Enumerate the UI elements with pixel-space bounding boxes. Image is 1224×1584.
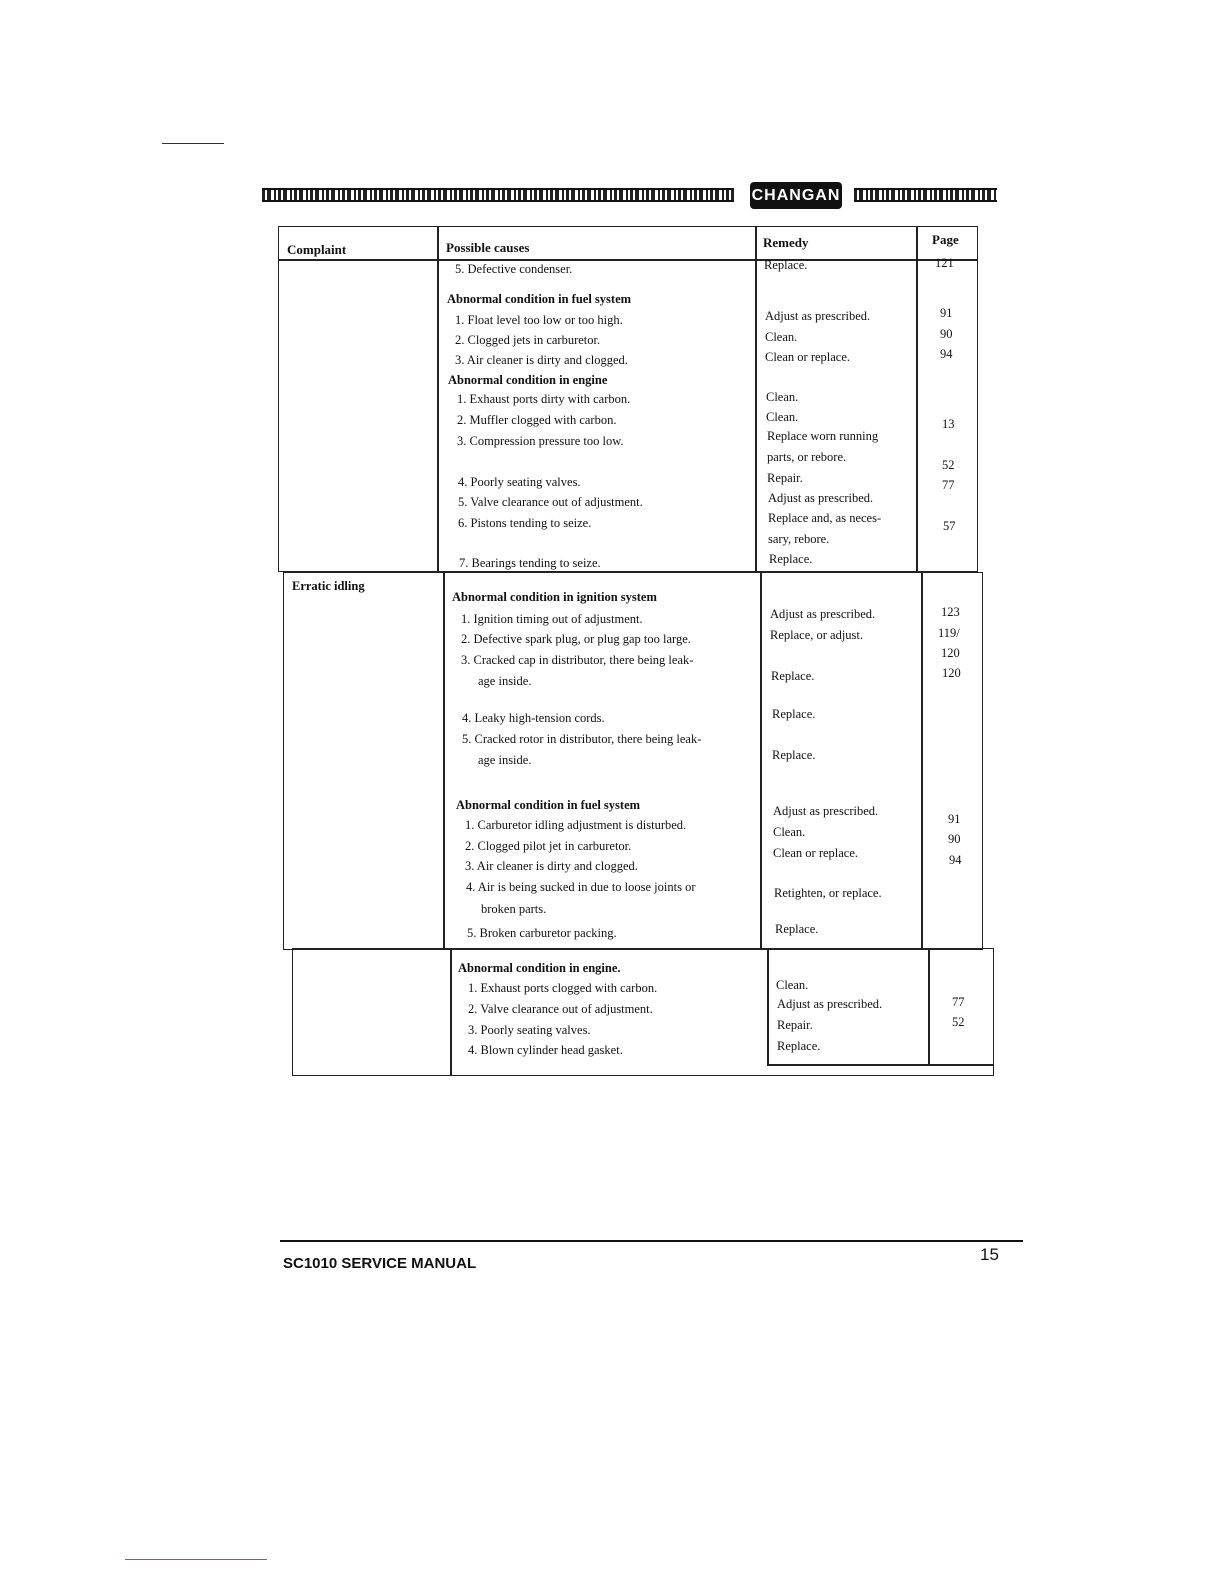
page-ref: 13 <box>942 417 955 431</box>
cause-text: 4. Blown cylinder head gasket. <box>468 1043 623 1057</box>
remedy-text: Replace. <box>772 707 816 721</box>
cause-text: 5. Defective condenser. <box>455 262 573 276</box>
page-ref: 94 <box>949 853 962 867</box>
page-ref: 94 <box>940 347 953 361</box>
group-heading: Abnormal condition in engine. <box>458 961 621 975</box>
cause-text: 1. Ignition timing out of adjustment. <box>461 612 643 626</box>
page-ref: 91 <box>940 306 953 320</box>
remedy-text: Replace and, as neces- <box>768 511 882 525</box>
remedy-text: Replace worn running <box>767 429 879 443</box>
header-remedy: Remedy <box>763 235 809 250</box>
page-ref: 77 <box>942 478 955 492</box>
page-ref: 119/ <box>938 626 960 640</box>
footer-page-number: 15 <box>980 1245 999 1264</box>
group-heading: Abnormal condition in engine <box>448 373 608 387</box>
remedy-text: Replace. <box>775 922 819 936</box>
page-ref: 90 <box>940 327 953 341</box>
header-page: Page <box>932 232 959 247</box>
remedy-text: Repair. <box>777 1018 813 1032</box>
remedy-text: Replace. <box>772 748 816 762</box>
page-ref: 91 <box>948 812 961 826</box>
page-ref: 52 <box>952 1015 965 1029</box>
brand-banner <box>262 178 997 212</box>
remedy-text: parts, or rebore. <box>767 450 847 464</box>
cause-text: age inside. <box>478 674 532 688</box>
remedy-text: Adjust as prescribed. <box>765 309 871 323</box>
header-possible-causes: Possible causes <box>446 240 530 255</box>
remedy-text: Clean or replace. <box>773 846 859 860</box>
remedy-text: Adjust as prescribed. <box>770 607 876 621</box>
page-ref: 123 <box>941 605 960 619</box>
cause-text: 2. Muffler clogged with carbon. <box>457 413 617 427</box>
group-heading: Abnormal condition in fuel system <box>447 292 632 306</box>
remedy-text: Retighten, or replace. <box>774 886 882 900</box>
cause-text: 4. Air is being sucked in due to loose joints or <box>466 880 696 894</box>
cause-text: 7. Bearings tending to seize. <box>459 556 601 570</box>
remedy-text: sary, rebore. <box>768 532 830 546</box>
cause-text: 1. Float level too low or too high. <box>455 313 623 327</box>
remedy-text: Replace. <box>769 552 813 566</box>
cause-text: 3. Compression pressure too low. <box>457 434 624 448</box>
cause-text: 2. Defective spark plug, or plug gap too large. <box>461 632 691 646</box>
cause-text: 1. Exhaust ports clogged with carbon. <box>468 981 658 995</box>
cause-text: 4. Leaky high-tension cords. <box>462 711 605 725</box>
page-ref: 57 <box>943 519 956 533</box>
bottom-link-underline <box>125 1559 267 1560</box>
changan-logo: CHANGAN <box>750 182 842 209</box>
cause-text: 5. Valve clearance out of adjustment. <box>458 495 643 509</box>
footer-manual-title: SC1010 SERVICE MANUAL <box>283 1255 477 1272</box>
page-ref: 77 <box>952 995 965 1009</box>
cause-text: broken parts. <box>481 902 547 916</box>
cause-text: 5. Cracked rotor in distributor, there being leak- <box>462 732 702 746</box>
remedy-text: Clean. <box>766 390 799 404</box>
cause-text: 1. Carburetor idling adjustment is disturbed. <box>465 818 687 832</box>
cause-text: age inside. <box>478 753 532 767</box>
page-ref: 121 <box>935 256 954 270</box>
remedy-text: Clean. <box>766 410 799 424</box>
remedy-text: Clean. <box>776 978 809 992</box>
banner-pattern-right <box>854 188 997 202</box>
header-dash <box>162 143 224 144</box>
remedy-text: Clean. <box>765 330 798 344</box>
cause-text: 2. Valve clearance out of adjustment. <box>468 1002 653 1016</box>
header-complaint: Complaint <box>287 242 347 257</box>
cause-text: 3. Air cleaner is dirty and clogged. <box>465 859 638 873</box>
remedy-text: Adjust as prescribed. <box>773 804 879 818</box>
page-ref: 52 <box>942 458 955 472</box>
cause-text: 5. Broken carburetor packing. <box>467 926 617 940</box>
remedy-text: Replace. <box>771 669 815 683</box>
remedy-text: Replace. <box>764 258 808 272</box>
cause-text: 4. Poorly seating valves. <box>458 475 581 489</box>
footer-rule <box>280 1240 1023 1242</box>
cause-text: 6. Pistons tending to seize. <box>458 516 592 530</box>
cause-text: 3. Air cleaner is dirty and clogged. <box>455 353 628 367</box>
page-ref: 90 <box>948 832 961 846</box>
complaint-erratic-idling: Erratic idling <box>292 579 365 593</box>
remedy-text: Adjust as prescribed. <box>768 491 874 505</box>
group-heading: Abnormal condition in ignition system <box>452 590 657 604</box>
remedy-text: Adjust as prescribed. <box>777 997 883 1011</box>
cause-text: 3. Poorly seating valves. <box>468 1023 591 1037</box>
group-heading: Abnormal condition in fuel system <box>456 798 641 812</box>
cause-text: 1. Exhaust ports dirty with carbon. <box>457 392 631 406</box>
cause-text: 3. Cracked cap in distributor, there being leak- <box>461 653 694 667</box>
cause-text: 2. Clogged pilot jet in carburetor. <box>465 839 632 853</box>
page-ref: 120 <box>942 666 961 680</box>
page-ref: 120 <box>941 646 960 660</box>
banner-pattern-left <box>262 188 734 202</box>
remedy-text: Replace, or adjust. <box>770 628 864 642</box>
cause-text: 2. Clogged jets in carburetor. <box>455 333 601 347</box>
remedy-text: Repair. <box>767 471 803 485</box>
remedy-text: Replace. <box>777 1039 821 1053</box>
header-divider <box>278 259 978 261</box>
remedy-text: Clean or replace. <box>765 350 851 364</box>
remedy-text: Clean. <box>773 825 806 839</box>
